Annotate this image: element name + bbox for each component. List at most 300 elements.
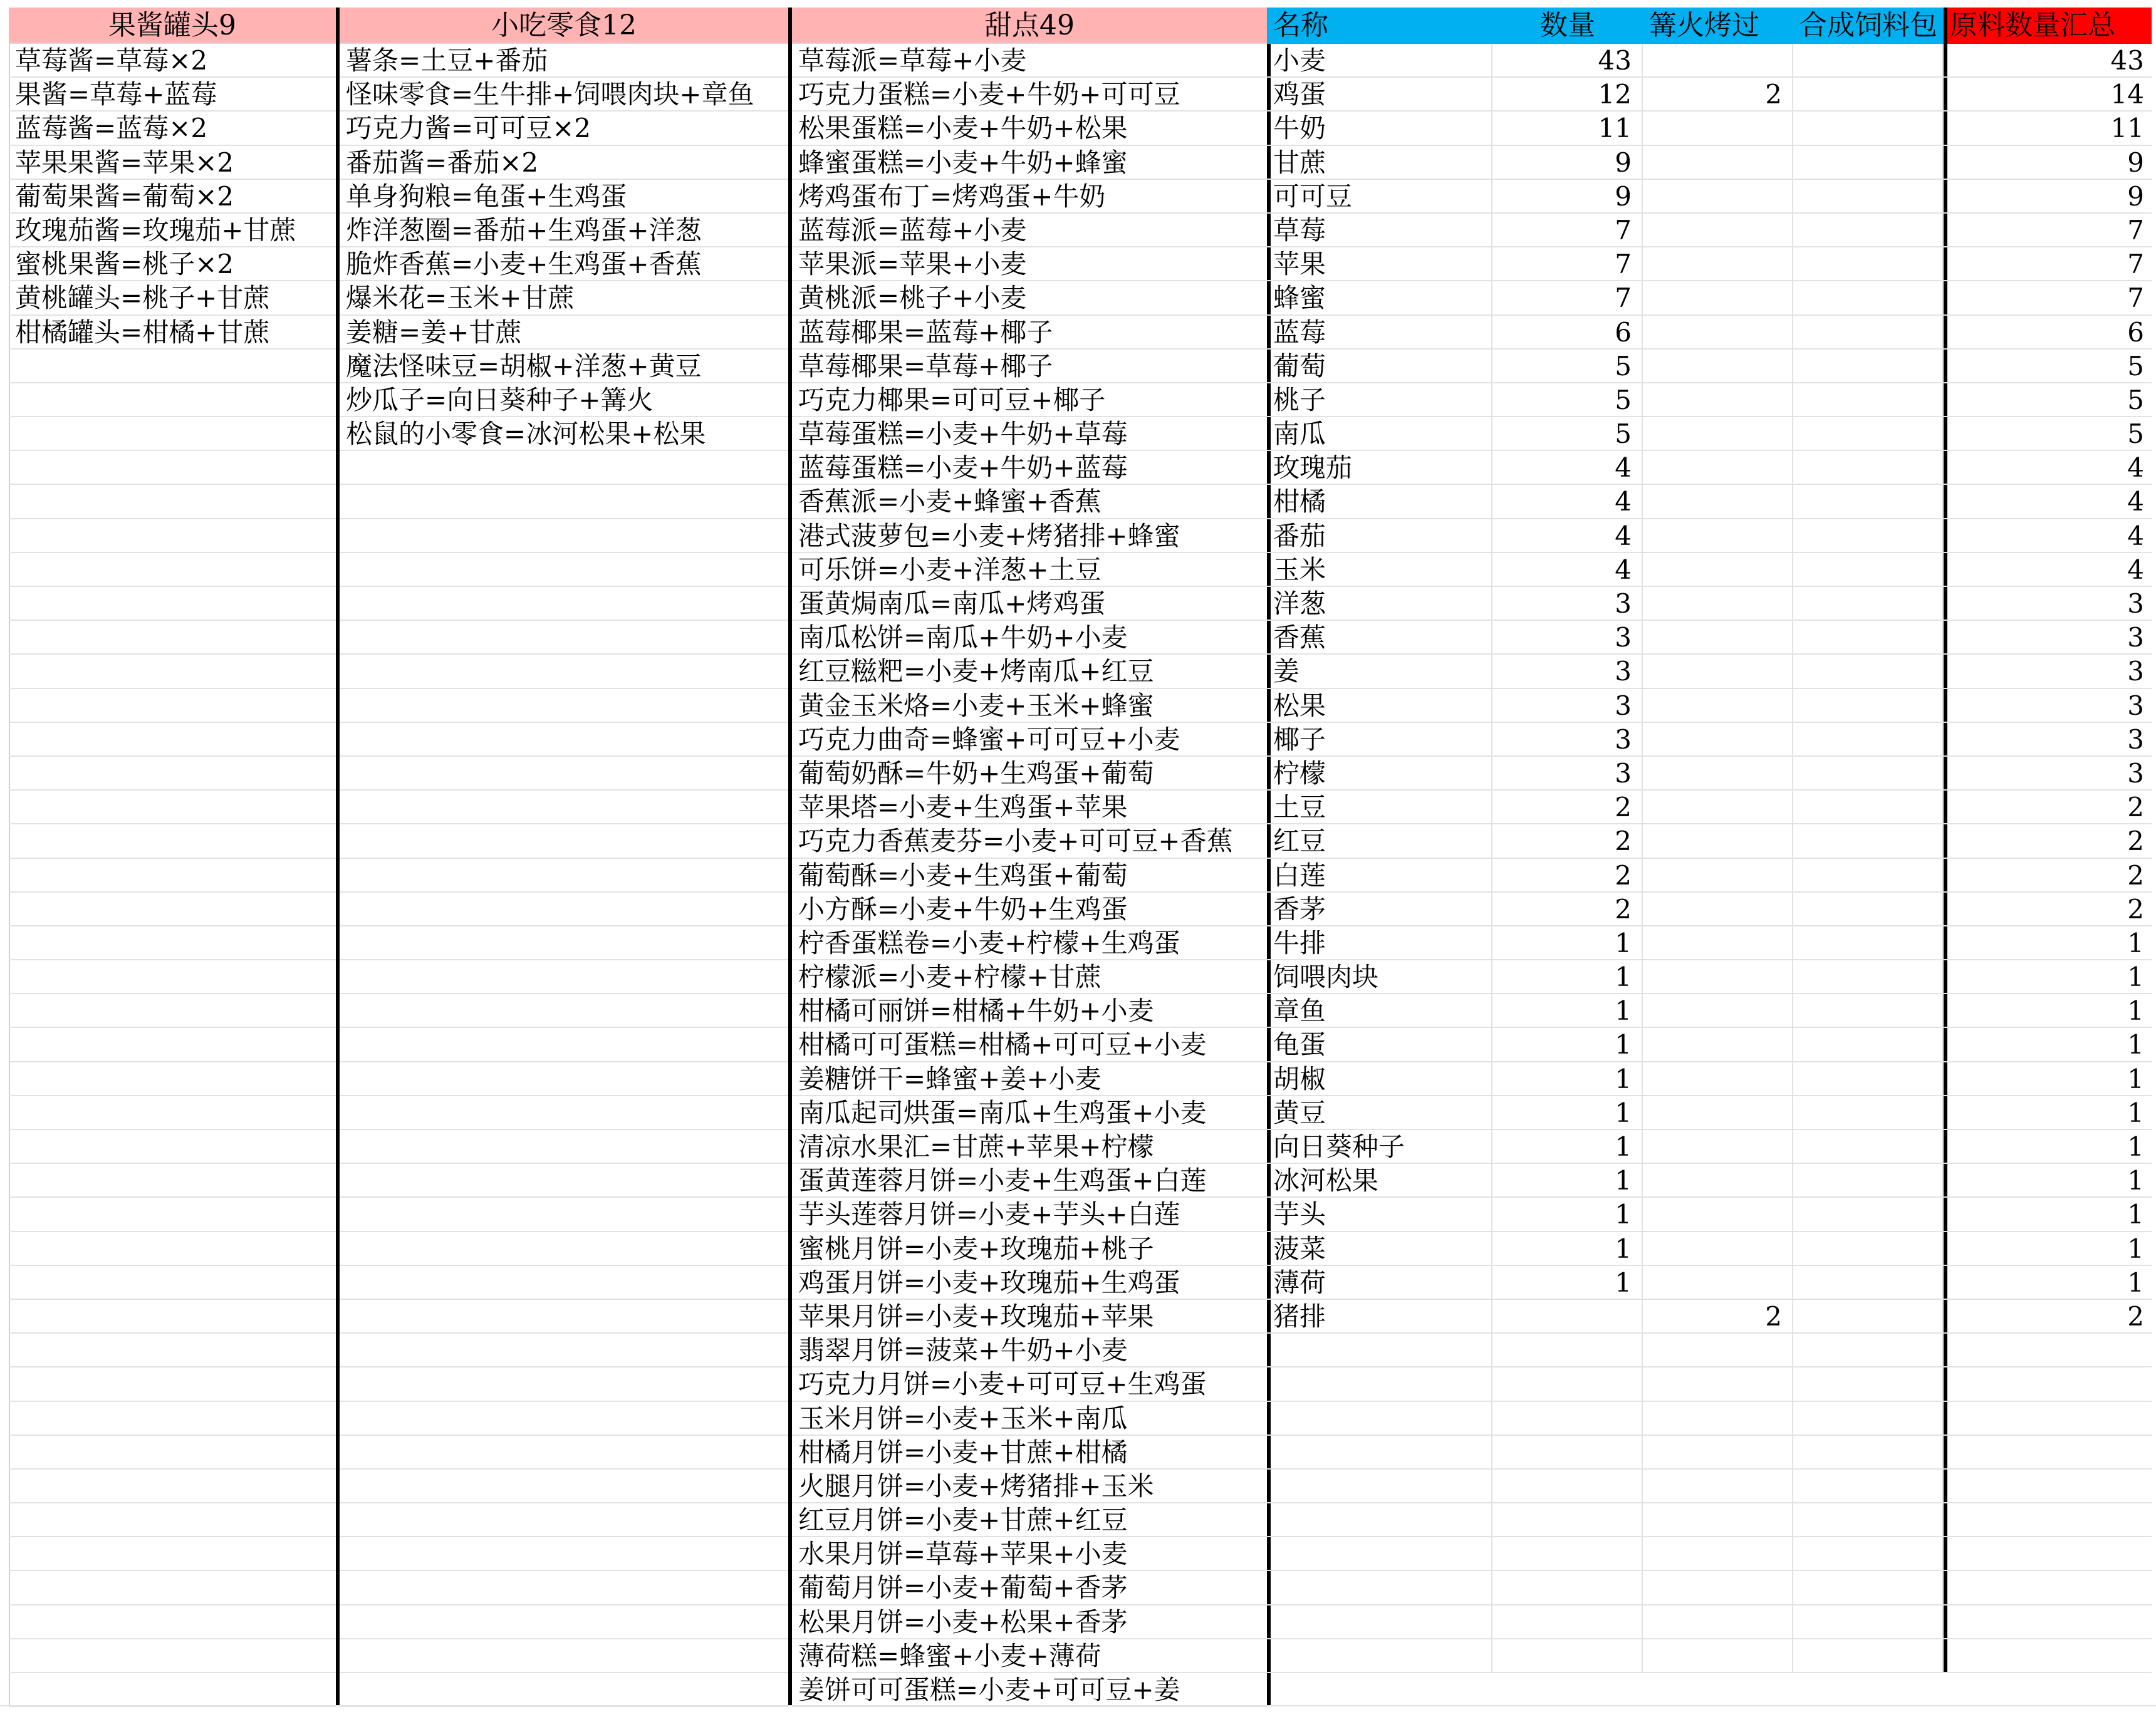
ingredient-qty bbox=[1492, 1436, 1643, 1468]
recipe-row: 蓝莓酱=蓝莓×2 bbox=[9, 112, 336, 145]
ingredient-feed-pack bbox=[1793, 757, 1944, 789]
recipe-row: 草莓椰果=草莓+椰子 bbox=[792, 350, 1267, 383]
ingredient-campfire bbox=[1643, 1266, 1793, 1299]
empty-row bbox=[1267, 1470, 2152, 1503]
ingredient-qty bbox=[1492, 1402, 1643, 1434]
ingredient-total: 5 bbox=[1944, 417, 2152, 450]
ingredient-table-body bbox=[1267, 44, 2152, 1673]
column-header-jam-cans: 果酱罐头9 bbox=[9, 8, 336, 44]
ingredient-campfire bbox=[1643, 960, 1793, 993]
ingredient-table-header bbox=[1267, 8, 2152, 44]
ingredient-name: 章鱼 bbox=[1267, 994, 1492, 1027]
ingredient-qty: 1 bbox=[1492, 1266, 1643, 1299]
ingredient-campfire bbox=[1643, 1198, 1793, 1230]
ingredient-feed-pack bbox=[1793, 78, 1944, 110]
ingredient-feed-pack bbox=[1793, 994, 1944, 1027]
ingredient-feed-pack bbox=[1793, 553, 1944, 586]
empty-row bbox=[340, 1096, 788, 1130]
empty-row bbox=[1267, 1571, 2152, 1605]
ingredient-name bbox=[1267, 1571, 1492, 1604]
ingredient-row bbox=[1267, 689, 2152, 723]
empty-row bbox=[340, 1130, 788, 1164]
ingredient-campfire bbox=[1643, 1062, 1793, 1095]
column-snacks bbox=[340, 8, 792, 1705]
ingredient-total bbox=[1944, 1606, 2152, 1638]
ingredient-feed-pack bbox=[1793, 383, 1944, 416]
empty-row bbox=[340, 723, 788, 757]
ingredient-qty: 1 bbox=[1492, 960, 1643, 993]
empty-row bbox=[340, 1537, 788, 1571]
empty-row bbox=[9, 350, 336, 383]
ingredient-name bbox=[1267, 1436, 1492, 1468]
ingredient-total: 3 bbox=[1944, 621, 2152, 653]
ingredient-qty bbox=[1492, 1300, 1643, 1332]
ingredient-total: 1 bbox=[1944, 1028, 2152, 1061]
ingredient-total: 3 bbox=[1944, 689, 2152, 722]
ingredient-campfire bbox=[1643, 519, 1793, 552]
ingredient-total: 2 bbox=[1944, 859, 2152, 891]
ingredient-name: 白莲 bbox=[1267, 859, 1492, 891]
ingredient-campfire bbox=[1643, 1639, 1793, 1672]
empty-row bbox=[340, 1367, 788, 1401]
empty-row bbox=[9, 926, 336, 960]
recipe-row: 柠香蛋糕卷=小麦+柠檬+生鸡蛋 bbox=[792, 926, 1267, 960]
ingredient-campfire bbox=[1643, 723, 1793, 755]
ingredient-qty bbox=[1492, 1503, 1643, 1536]
empty-row bbox=[340, 1028, 788, 1062]
recipe-row: 柑橘罐头=柑橘+甘蔗 bbox=[9, 316, 336, 350]
ingredient-total: 9 bbox=[1944, 180, 2152, 212]
ingredient-qty: 5 bbox=[1492, 383, 1643, 416]
ingredient-qty: 3 bbox=[1492, 757, 1643, 789]
empty-row bbox=[9, 587, 336, 621]
ingredient-row bbox=[1267, 859, 2152, 893]
empty-row bbox=[9, 1198, 336, 1232]
empty-row bbox=[9, 1402, 336, 1436]
empty-row bbox=[340, 791, 788, 824]
ingredient-row bbox=[1267, 1232, 2152, 1266]
recipe-row: 黄金玉米烙=小麦+玉米+蜂蜜 bbox=[792, 689, 1267, 723]
ingredient-campfire bbox=[1643, 350, 1793, 382]
empty-row bbox=[340, 960, 788, 994]
recipe-row: 松果月饼=小麦+松果+香茅 bbox=[792, 1606, 1267, 1639]
ingredient-total: 4 bbox=[1944, 519, 2152, 552]
ingredient-qty: 9 bbox=[1492, 180, 1643, 212]
ingredient-row bbox=[1267, 281, 2152, 315]
ingredient-name: 草莓 bbox=[1267, 214, 1492, 246]
ingredient-campfire bbox=[1643, 926, 1793, 959]
ingredient-qty: 4 bbox=[1492, 451, 1643, 484]
ingredient-name: 薄荷 bbox=[1267, 1266, 1492, 1299]
empty-row bbox=[340, 994, 788, 1028]
empty-row bbox=[1267, 1606, 2152, 1639]
recipe-row: 魔法怪味豆=胡椒+洋葱+黄豆 bbox=[340, 350, 788, 383]
ingredient-campfire bbox=[1643, 1232, 1793, 1265]
ingredient-row bbox=[1267, 893, 2152, 926]
ingredient-feed-pack bbox=[1793, 1232, 1944, 1265]
ingredient-qty: 3 bbox=[1492, 655, 1643, 687]
empty-row bbox=[340, 1571, 788, 1605]
ingredient-feed-pack bbox=[1793, 112, 1944, 144]
header-campfire: 篝火烤过 bbox=[1643, 8, 1793, 44]
column-desserts bbox=[792, 8, 1271, 1705]
ingredient-total: 11 bbox=[1944, 112, 2152, 144]
ingredient-name: 柑橘 bbox=[1267, 485, 1492, 517]
ingredient-qty: 1 bbox=[1492, 1028, 1643, 1061]
ingredient-feed-pack bbox=[1793, 1062, 1944, 1095]
ingredient-qty: 1 bbox=[1492, 994, 1643, 1027]
recipe-row: 蜜桃月饼=小麦+玫瑰茄+桃子 bbox=[792, 1232, 1267, 1266]
ingredient-qty: 4 bbox=[1492, 553, 1643, 586]
ingredient-campfire bbox=[1643, 1334, 1793, 1366]
ingredient-total: 1 bbox=[1944, 1266, 2152, 1299]
ingredient-qty: 1 bbox=[1492, 1096, 1643, 1129]
empty-row bbox=[340, 451, 788, 485]
ingredient-row bbox=[1267, 485, 2152, 519]
ingredient-qty: 9 bbox=[1492, 146, 1643, 179]
recipe-row: 红豆月饼=小麦+甘蔗+红豆 bbox=[792, 1503, 1267, 1537]
recipe-row: 松果蛋糕=小麦+牛奶+松果 bbox=[792, 112, 1267, 145]
empty-row bbox=[340, 1232, 788, 1266]
empty-row bbox=[340, 1673, 788, 1707]
ingredient-qty: 2 bbox=[1492, 791, 1643, 823]
empty-row bbox=[340, 553, 788, 587]
recipe-row: 蜜桃果酱=桃子×2 bbox=[9, 247, 336, 281]
recipe-row: 爆米花=玉米+甘蔗 bbox=[340, 281, 788, 315]
ingredient-name bbox=[1267, 1367, 1492, 1400]
ingredient-name: 红豆 bbox=[1267, 824, 1492, 857]
recipe-row: 苹果果酱=苹果×2 bbox=[9, 146, 336, 180]
ingredient-feed-pack bbox=[1793, 1537, 1944, 1570]
ingredient-campfire bbox=[1643, 1606, 1793, 1638]
ingredient-total: 9 bbox=[1944, 146, 2152, 179]
ingredient-name: 鸡蛋 bbox=[1267, 78, 1492, 110]
empty-row bbox=[9, 519, 336, 553]
ingredient-total: 5 bbox=[1944, 350, 2152, 382]
ingredient-qty: 7 bbox=[1492, 247, 1643, 280]
ingredient-feed-pack bbox=[1793, 44, 1944, 76]
ingredient-row bbox=[1267, 78, 2152, 112]
empty-row bbox=[9, 485, 336, 519]
ingredient-row bbox=[1267, 316, 2152, 350]
ingredient-feed-pack bbox=[1793, 1571, 1944, 1604]
ingredient-campfire: 2 bbox=[1643, 78, 1793, 110]
empty-row bbox=[9, 1436, 336, 1470]
ingredient-feed-pack bbox=[1793, 350, 1944, 382]
ingredient-feed-pack bbox=[1793, 316, 1944, 348]
ingredient-total: 1 bbox=[1944, 926, 2152, 959]
ingredient-name: 香蕉 bbox=[1267, 621, 1492, 653]
ingredient-campfire bbox=[1643, 621, 1793, 653]
ingredient-feed-pack bbox=[1793, 1503, 1944, 1536]
recipe-row: 黄桃派=桃子+小麦 bbox=[792, 281, 1267, 315]
ingredient-row bbox=[1267, 383, 2152, 417]
empty-row bbox=[9, 1096, 336, 1130]
recipe-row: 葡萄果酱=葡萄×2 bbox=[9, 180, 336, 214]
empty-row bbox=[340, 1436, 788, 1470]
ingredient-campfire bbox=[1643, 1571, 1793, 1604]
recipe-row: 蓝莓椰果=蓝莓+椰子 bbox=[792, 316, 1267, 350]
recipe-row: 芋头莲蓉月饼=小麦+芋头+白莲 bbox=[792, 1198, 1267, 1232]
ingredient-qty: 12 bbox=[1492, 78, 1643, 110]
ingredient-campfire bbox=[1643, 1436, 1793, 1468]
ingredient-row bbox=[1267, 824, 2152, 858]
ingredient-qty bbox=[1492, 1639, 1643, 1672]
empty-row bbox=[1267, 1639, 2152, 1673]
ingredient-total: 5 bbox=[1944, 383, 2152, 416]
ingredient-total: 1 bbox=[1944, 1130, 2152, 1163]
empty-row bbox=[9, 1062, 336, 1096]
ingredient-row bbox=[1267, 723, 2152, 757]
ingredient-feed-pack bbox=[1793, 791, 1944, 823]
ingredient-name: 玫瑰茄 bbox=[1267, 451, 1492, 484]
ingredient-row bbox=[1267, 1028, 2152, 1062]
ingredient-campfire bbox=[1643, 994, 1793, 1027]
empty-row bbox=[340, 1062, 788, 1096]
empty-row bbox=[9, 859, 336, 893]
empty-row bbox=[9, 1470, 336, 1503]
ingredient-row bbox=[1267, 553, 2152, 587]
ingredient-feed-pack bbox=[1793, 859, 1944, 891]
ingredient-row bbox=[1267, 791, 2152, 824]
ingredient-total bbox=[1944, 1367, 2152, 1400]
ingredient-row bbox=[1267, 214, 2152, 247]
ingredient-feed-pack bbox=[1793, 689, 1944, 722]
ingredient-campfire bbox=[1643, 1503, 1793, 1536]
ingredient-name: 松果 bbox=[1267, 689, 1492, 722]
empty-row bbox=[340, 1402, 788, 1436]
ingredient-feed-pack bbox=[1793, 1606, 1944, 1638]
empty-row bbox=[9, 757, 336, 791]
empty-row bbox=[9, 824, 336, 858]
recipe-row: 南瓜起司烘蛋=南瓜+生鸡蛋+小麦 bbox=[792, 1096, 1267, 1130]
ingredient-feed-pack bbox=[1793, 146, 1944, 179]
empty-row bbox=[9, 1300, 336, 1334]
ingredient-campfire bbox=[1643, 1470, 1793, 1502]
ingredient-name: 玉米 bbox=[1267, 553, 1492, 586]
recipe-row: 葡萄酥=小麦+生鸡蛋+葡萄 bbox=[792, 859, 1267, 893]
ingredient-name: 番茄 bbox=[1267, 519, 1492, 552]
ingredient-campfire bbox=[1643, 689, 1793, 722]
empty-row bbox=[1267, 1367, 2152, 1401]
empty-row bbox=[9, 383, 336, 417]
ingredient-feed-pack bbox=[1793, 1470, 1944, 1502]
empty-row bbox=[340, 893, 788, 926]
recipe-row: 火腿月饼=小麦+烤猪排+玉米 bbox=[792, 1470, 1267, 1503]
recipe-row: 南瓜松饼=南瓜+牛奶+小麦 bbox=[792, 621, 1267, 655]
ingredient-row bbox=[1267, 417, 2152, 451]
ingredient-total: 7 bbox=[1944, 281, 2152, 314]
ingredient-feed-pack bbox=[1793, 417, 1944, 450]
recipe-row: 红豆糍粑=小麦+烤南瓜+红豆 bbox=[792, 655, 1267, 688]
recipe-row: 巧克力蛋糕=小麦+牛奶+可可豆 bbox=[792, 78, 1267, 112]
ingredient-name: 葡萄 bbox=[1267, 350, 1492, 382]
recipe-row: 香蕉派=小麦+蜂蜜+香蕉 bbox=[792, 485, 1267, 519]
ingredient-qty: 5 bbox=[1492, 417, 1643, 450]
ingredient-row bbox=[1267, 994, 2152, 1028]
ingredient-total: 3 bbox=[1944, 655, 2152, 687]
ingredient-campfire bbox=[1643, 1402, 1793, 1434]
ingredient-row bbox=[1267, 655, 2152, 688]
ingredient-total: 4 bbox=[1944, 451, 2152, 484]
ingredient-feed-pack bbox=[1793, 1436, 1944, 1468]
ingredient-campfire bbox=[1643, 44, 1793, 76]
empty-row bbox=[9, 1606, 336, 1639]
ingredient-feed-pack bbox=[1793, 1130, 1944, 1163]
ingredient-feed-pack bbox=[1793, 1300, 1944, 1332]
ingredient-campfire bbox=[1643, 1130, 1793, 1163]
ingredient-row bbox=[1267, 1266, 2152, 1300]
empty-row bbox=[340, 757, 788, 791]
ingredient-row bbox=[1267, 519, 2152, 553]
ingredient-total: 1 bbox=[1944, 960, 2152, 993]
recipe-row: 姜饼可可蛋糕=小麦+可可豆+姜 bbox=[792, 1673, 1267, 1707]
empty-row bbox=[340, 859, 788, 893]
ingredient-feed-pack bbox=[1793, 1402, 1944, 1434]
ingredient-campfire: 2 bbox=[1643, 1300, 1793, 1332]
recipe-row: 蓝莓派=蓝莓+小麦 bbox=[792, 214, 1267, 247]
empty-row bbox=[340, 1164, 788, 1198]
ingredient-campfire bbox=[1643, 383, 1793, 416]
ingredient-total bbox=[1944, 1470, 2152, 1502]
recipe-row: 柠檬派=小麦+柠檬+甘蔗 bbox=[792, 960, 1267, 994]
ingredient-feed-pack bbox=[1793, 1266, 1944, 1299]
recipe-row: 薄荷糕=蜂蜜+小麦+薄荷 bbox=[792, 1639, 1267, 1673]
ingredient-name bbox=[1267, 1639, 1492, 1672]
empty-row bbox=[9, 451, 336, 485]
ingredient-total: 2 bbox=[1944, 1300, 2152, 1332]
empty-row bbox=[9, 417, 336, 451]
empty-row bbox=[1267, 1334, 2152, 1367]
recipe-row: 苹果派=苹果+小麦 bbox=[792, 247, 1267, 281]
empty-row bbox=[9, 960, 336, 994]
ingredient-feed-pack bbox=[1793, 1164, 1944, 1196]
ingredient-name bbox=[1267, 1503, 1492, 1536]
ingredient-row bbox=[1267, 180, 2152, 214]
recipe-row: 姜糖=姜+甘蔗 bbox=[340, 316, 788, 350]
ingredient-feed-pack bbox=[1793, 519, 1944, 552]
ingredient-campfire bbox=[1643, 791, 1793, 823]
empty-row bbox=[340, 485, 788, 519]
recipe-row: 玫瑰茄酱=玫瑰茄+甘蔗 bbox=[9, 214, 336, 247]
ingredient-total: 1 bbox=[1944, 1096, 2152, 1129]
empty-row bbox=[1267, 1402, 2152, 1436]
ingredient-feed-pack bbox=[1793, 587, 1944, 620]
recipe-row: 柑橘月饼=小麦+甘蔗+柑橘 bbox=[792, 1436, 1267, 1470]
recipe-row: 黄桃罐头=桃子+甘蔗 bbox=[9, 281, 336, 315]
ingredient-campfire bbox=[1643, 485, 1793, 517]
ingredient-feed-pack bbox=[1793, 1334, 1944, 1366]
ingredient-qty: 1 bbox=[1492, 1164, 1643, 1196]
ingredient-campfire bbox=[1643, 316, 1793, 348]
ingredient-name: 洋葱 bbox=[1267, 587, 1492, 620]
ingredient-campfire bbox=[1643, 451, 1793, 484]
recipe-row: 巧克力酱=可可豆×2 bbox=[340, 112, 788, 145]
ingredient-total: 3 bbox=[1944, 757, 2152, 789]
empty-row bbox=[9, 1571, 336, 1605]
ingredient-qty: 2 bbox=[1492, 824, 1643, 857]
ingredient-row bbox=[1267, 1300, 2152, 1334]
ingredient-qty: 3 bbox=[1492, 587, 1643, 620]
recipe-row: 巧克力曲奇=蜂蜜+可可豆+小麦 bbox=[792, 723, 1267, 757]
empty-row bbox=[9, 1334, 336, 1367]
recipe-row: 怪味零食=生牛排+饲喂肉块+章鱼 bbox=[340, 78, 788, 112]
recipe-row: 小方酥=小麦+牛奶+生鸡蛋 bbox=[792, 893, 1267, 926]
ingredient-campfire bbox=[1643, 824, 1793, 857]
ingredient-total: 6 bbox=[1944, 316, 2152, 348]
empty-row bbox=[340, 1266, 788, 1300]
ingredient-total: 4 bbox=[1944, 485, 2152, 517]
ingredient-campfire bbox=[1643, 587, 1793, 620]
column-header-desserts: 甜点49 bbox=[792, 8, 1267, 44]
ingredient-total bbox=[1944, 1334, 2152, 1366]
recipe-row: 蛋黄焗南瓜=南瓜+烤鸡蛋 bbox=[792, 587, 1267, 621]
recipe-row: 巧克力香蕉麦芬=小麦+可可豆+香蕉 bbox=[792, 824, 1267, 858]
ingredient-name: 姜 bbox=[1267, 655, 1492, 687]
ingredient-qty: 11 bbox=[1492, 112, 1643, 144]
ingredient-name: 冰河松果 bbox=[1267, 1164, 1492, 1196]
ingredient-row bbox=[1267, 451, 2152, 485]
ingredient-campfire bbox=[1643, 180, 1793, 212]
empty-row bbox=[9, 655, 336, 688]
ingredient-feed-pack bbox=[1793, 281, 1944, 314]
ingredient-campfire bbox=[1643, 281, 1793, 314]
empty-row bbox=[1267, 1436, 2152, 1470]
ingredient-total: 1 bbox=[1944, 994, 2152, 1027]
recipe-row: 蓝莓蛋糕=小麦+牛奶+蓝莓 bbox=[792, 451, 1267, 485]
empty-row bbox=[9, 1232, 336, 1266]
ingredient-name: 蜂蜜 bbox=[1267, 281, 1492, 314]
ingredient-name: 菠菜 bbox=[1267, 1232, 1492, 1265]
empty-row bbox=[9, 689, 336, 723]
ingredient-row bbox=[1267, 1130, 2152, 1164]
ingredient-feed-pack bbox=[1793, 485, 1944, 517]
empty-row bbox=[9, 1266, 336, 1300]
ingredient-qty: 1 bbox=[1492, 1062, 1643, 1095]
recipe-row: 草莓派=草莓+小麦 bbox=[792, 44, 1267, 78]
ingredient-qty bbox=[1492, 1367, 1643, 1400]
recipe-row: 单身狗粮=龟蛋+生鸡蛋 bbox=[340, 180, 788, 214]
ingredient-row bbox=[1267, 350, 2152, 383]
empty-row bbox=[9, 1503, 336, 1537]
ingredient-name: 土豆 bbox=[1267, 791, 1492, 823]
ingredient-row bbox=[1267, 1096, 2152, 1130]
ingredient-qty: 1 bbox=[1492, 926, 1643, 959]
column-rows-desserts bbox=[792, 44, 1267, 1707]
column-rows-snacks bbox=[340, 44, 788, 1707]
ingredient-total: 4 bbox=[1944, 553, 2152, 586]
ingredient-name bbox=[1267, 1470, 1492, 1502]
ingredient-feed-pack bbox=[1793, 926, 1944, 959]
ingredient-row bbox=[1267, 146, 2152, 180]
recipe-row: 果酱=草莓+蓝莓 bbox=[9, 78, 336, 112]
empty-row bbox=[1267, 1537, 2152, 1571]
recipe-row: 巧克力椰果=可可豆+椰子 bbox=[792, 383, 1267, 417]
ingredient-name: 可可豆 bbox=[1267, 180, 1492, 212]
ingredient-row bbox=[1267, 1164, 2152, 1198]
ingredient-name: 向日葵种子 bbox=[1267, 1130, 1492, 1163]
empty-row bbox=[340, 1470, 788, 1503]
ingredient-name bbox=[1267, 1334, 1492, 1366]
ingredient-campfire bbox=[1643, 859, 1793, 891]
ingredient-campfire bbox=[1643, 1028, 1793, 1061]
ingredient-feed-pack bbox=[1793, 180, 1944, 212]
recipe-row: 港式菠萝包=小麦+烤猪排+蜂蜜 bbox=[792, 519, 1267, 553]
ingredient-total bbox=[1944, 1436, 2152, 1468]
ingredient-qty: 7 bbox=[1492, 281, 1643, 314]
ingredient-total bbox=[1944, 1503, 2152, 1536]
empty-row bbox=[9, 1028, 336, 1062]
